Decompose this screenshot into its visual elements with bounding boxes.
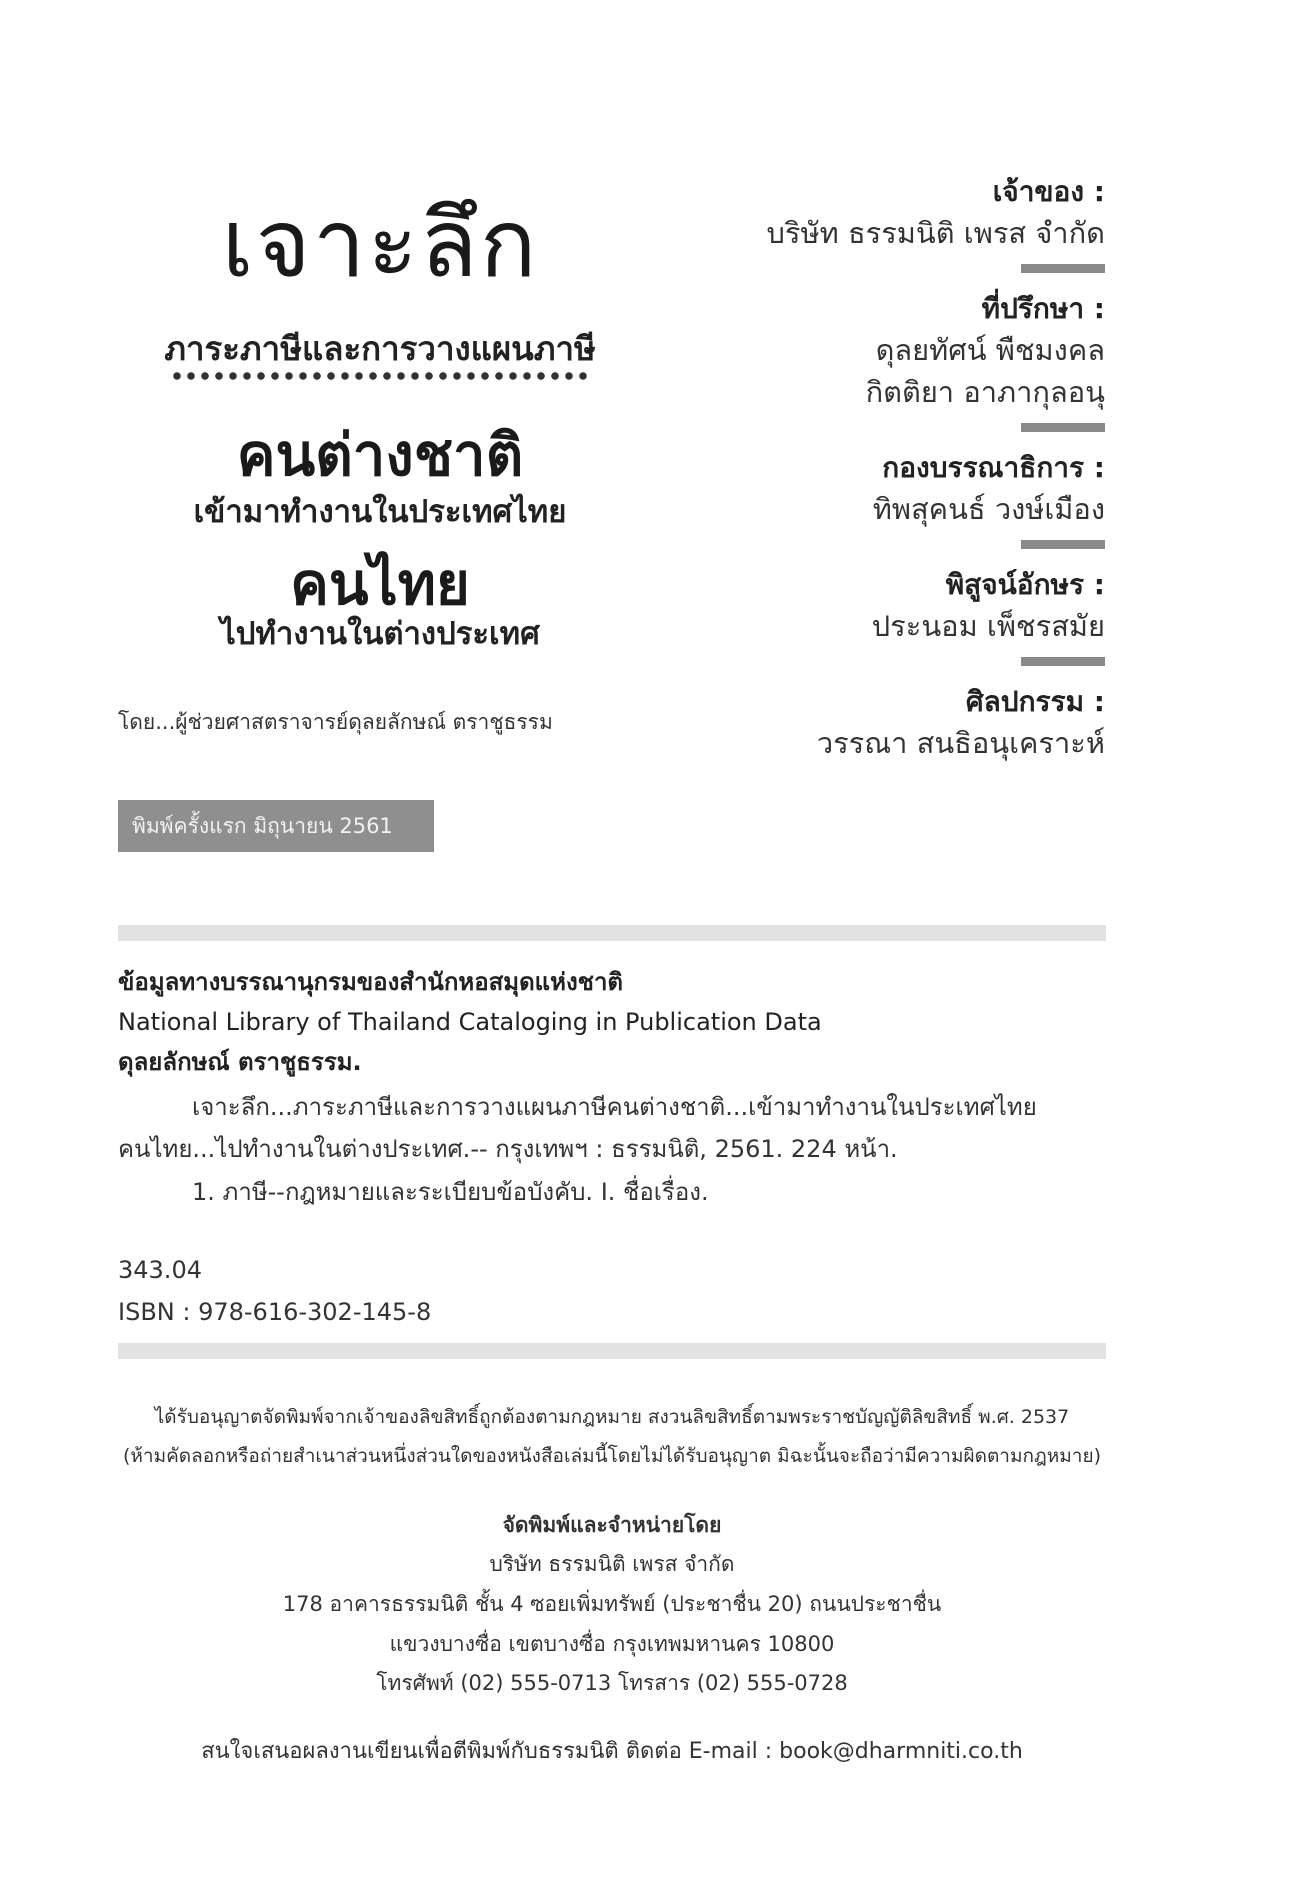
book-title-thais: คนไทย	[290, 550, 470, 618]
credits-column	[545, 172, 1105, 764]
edition-badge: พิมพ์ครั้งแรก มิถุนายน 2561	[118, 800, 434, 852]
credit-separator	[1021, 657, 1105, 666]
publisher-phone: โทรศัพท์ (02) 555-0713 โทรสาร (02) 555-0728	[376, 1671, 848, 1695]
credit-artwork	[545, 682, 1105, 764]
divider-band	[118, 1343, 1106, 1359]
copyright-warning: (ห้ามคัดลอกหรือถ่ายสำเนาส่วนหนึ่งส่วนใดของหนังสือเล่มนี้โดยไม่ได้รับอนุญาต มิฉะนั้นจะถือว่ามีความผิดตามกฎหมาย)	[122, 1445, 1102, 1467]
credit-role: พิสูจน์อักษร :	[945, 568, 1105, 601]
book-title-main: เจาะลึก	[221, 190, 539, 299]
credit-separator	[1021, 264, 1105, 273]
credit-separator	[1021, 540, 1105, 549]
copyright-notice: ได้รับอนุญาตจัดพิมพ์จากเจ้าของลิขสิทธิ์ถูกต้องตามกฎหมาย สงวนลิขสิทธิ์ตามพระราชบัญญัติลิขสิทธิ์ พ.ศ. 2537	[154, 1406, 1070, 1428]
cip-subject: 1. ภาษี--กฎหมายและระเบียบข้อบังคับ. I. ชื่อเรื่อง.	[192, 1178, 709, 1206]
credit-name: วรรณา สนธิอนุเคราะห์	[816, 726, 1105, 760]
book-title-foreigners-sub: เข้ามาทำงานในประเทศไทย	[193, 494, 567, 530]
contact-email-line: สนใจเสนอผลงานเขียนเพื่อตีพิมพ์กับธรรมนิติ ติดต่อ E-mail : book@dharmniti.co.th	[201, 1739, 1023, 1764]
author-line: โดย...ผู้ช่วยศาสตราจารย์ดุลยลักษณ์ ตราชูธรรม	[118, 710, 553, 734]
publisher-company: บริษัท ธรรมนิติ เพรส จำกัด	[489, 1552, 735, 1576]
credit-role: เจ้าของ :	[992, 175, 1105, 208]
credit-role: กองบรรณาธิการ :	[882, 451, 1105, 484]
credit-role: ศิลปกรรม :	[965, 685, 1105, 718]
credit-advisor	[545, 289, 1105, 448]
publisher-heading: จัดพิมพ์และจำหน่ายโดย	[502, 1513, 722, 1537]
cip-author: ดุลยลักษณ์ ตราชูธรรม.	[118, 1048, 362, 1076]
cip-heading-thai: ข้อมูลทางบรรณานุกรมของสำนักหอสมุดแห่งชาติ	[118, 968, 624, 996]
credit-owner	[545, 172, 1105, 289]
credit-role: ที่ปรึกษา :	[981, 292, 1105, 325]
divider-band	[118, 925, 1106, 941]
publisher-address: แขวงบางซื่อ เขตบางซื่อ กรุงเทพมหานคร 10800	[389, 1632, 835, 1656]
cip-heading-english: National Library of Thailand Cataloging in Publication Data	[118, 1008, 822, 1036]
credit-name: ประนอม เพ็ชรสมัย	[871, 609, 1105, 643]
publisher-address: 178 อาคารธรรมนิติ ชั้น 4 ซอยเพิ่มทรัพย์ (ประชาชื่น 20) ถนนประชาชื่น	[282, 1592, 942, 1616]
credit-proofreader	[545, 565, 1105, 682]
cip-call-number: 343.04	[118, 1256, 202, 1284]
cip-isbn: ISBN : 978-616-302-145-8	[118, 1298, 432, 1326]
book-title-subtitle: ภาระภาษีและการวางแผนภาษี	[164, 329, 596, 368]
credit-name: บริษัท ธรรมนิติ เพรส จำกัด	[766, 216, 1105, 250]
credit-name: ดุลยทัศน์ พืชมงคล	[875, 333, 1105, 367]
dotted-divider	[170, 370, 590, 382]
credit-name: ทิพสุคนธ์ วงษ์เมือง	[872, 492, 1105, 526]
credit-separator	[1021, 423, 1105, 432]
credit-editorial	[545, 448, 1105, 565]
cip-description: เจาะลึก...ภาระภาษีและการวางแผนภาษีคนต่างชาติ...เข้ามาทำงานในประเทศไทย คนไทย...ไปทำงานในต่างประเทศ.-- กรุงเทพฯ : ธรรมนิติ, 2561. 224 หน้า.	[118, 1093, 1037, 1163]
credit-name: กิตติยา อาภากุลอนุ	[865, 375, 1105, 409]
book-title-thais-sub: ไปทำงานในต่างประเทศ	[220, 616, 540, 652]
book-title-foreigners: คนต่างชาติ	[236, 421, 524, 489]
